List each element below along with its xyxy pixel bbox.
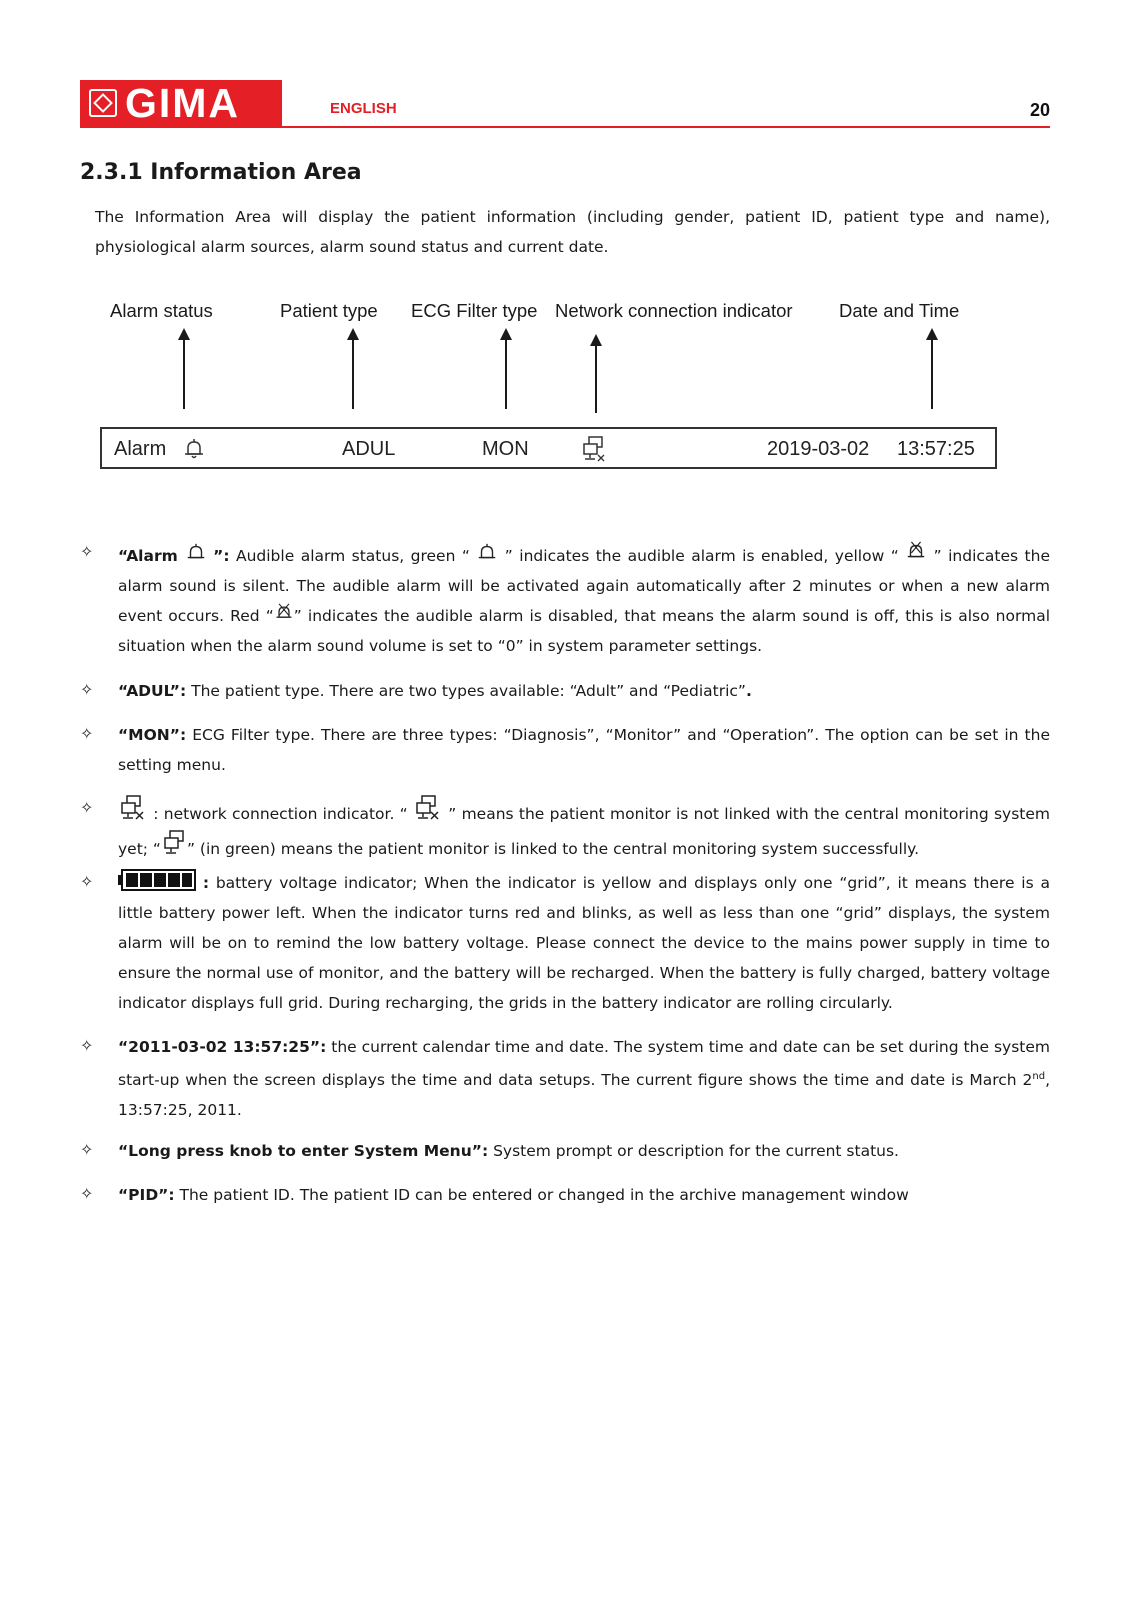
bullet-icon: ✧ bbox=[80, 1036, 94, 1055]
list-item-system-prompt: “Long press knob to enter System Menu”: System prompt or description for the current status. bbox=[118, 1142, 899, 1160]
network-connected-icon bbox=[161, 829, 187, 857]
list-item-battery: : battery voltage indicator; When the indicator is yellow and displays only one “grid”, it means there is a little battery power left. When the indicator turns red and blinks, as well as less than one “grid” displays, the system alarm will be on to remind the low battery voltage. Please connect the device to the mains power supply in time to ensure the normal use of monitor, and the battery will be recharged. When the battery is fully charged, battery voltage indicator displays full grid. During recharging, the grids in the battery indicator are rolling circularly. bbox=[118, 868, 1050, 1018]
info-area-diagram bbox=[100, 295, 1005, 475]
bullet-icon: ✧ bbox=[80, 680, 94, 699]
network-disconnected-icon bbox=[413, 794, 443, 822]
bullet-icon: ✧ bbox=[80, 724, 94, 743]
info-area-bar bbox=[100, 427, 997, 469]
arrow-alarm-status bbox=[183, 339, 185, 409]
section-title: 2.3.1 Information Area bbox=[80, 160, 362, 185]
bell-icon bbox=[182, 437, 206, 461]
list-item-adul: “ADUL”: The patient type. There are two types available: “Adult” and “Pediatric”. bbox=[118, 682, 752, 700]
bell-icon bbox=[185, 542, 207, 564]
bell-disabled-icon bbox=[274, 602, 294, 624]
screen-alarm-text: Alarm bbox=[114, 438, 167, 460]
list-item-alarm: “Alarm ”: Audible alarm status, green “ ” indicates the audible alarm is enabled, yellow “ ” indicates the alarm sound is silent. The audible alarm will be activated again automatically after 2 minutes or when a new alarm event occurs. Red “ ” indicates the audible alarm is disabled, that means the alarm sound is off, this is also normal situation when the alarm sound volume is set to “0” in system parameter settings. bbox=[118, 540, 1050, 661]
screen-date: 2019-03-02 bbox=[767, 438, 870, 460]
bullet-icon: ✧ bbox=[80, 798, 94, 817]
page-header bbox=[80, 80, 1050, 128]
list-item-datetime: “2011-03-02 13:57:25”: the current calendar time and date. The system time and date can be set during the system start-up when the screen displays the time and data setups. The current figure shows the time and date is March 2nd, 13:57:25, 2011. bbox=[118, 1038, 1050, 1120]
label-date-time: Date and Time bbox=[839, 300, 960, 321]
label-network-indicator: Network connection indicator bbox=[555, 300, 793, 321]
language-label: ENGLISH bbox=[330, 100, 397, 117]
bell-enabled-icon bbox=[476, 542, 498, 564]
screen-filter-type: MON bbox=[482, 438, 529, 460]
arrow-network bbox=[595, 345, 597, 413]
gima-emblem-icon bbox=[89, 89, 117, 117]
section-intro: The Information Area will display the patient information (including gender, patient ID, patient type and name), physiological alarm sources, alarm sound status and current date. bbox=[95, 208, 1050, 256]
list-item-mon: “MON”: ECG Filter type. There are three types: “Diagnosis”, “Monitor” and “Operation”. The option can be set in the setting menu. bbox=[118, 726, 1050, 774]
header-divider bbox=[80, 126, 1050, 128]
label-alarm-status: Alarm status bbox=[110, 300, 213, 321]
list-item-pid: “PID”: The patient ID. The patient ID can be entered or changed in the archive management window bbox=[118, 1186, 909, 1204]
screen-patient-type: ADUL bbox=[342, 438, 396, 460]
page-number: 20 bbox=[1029, 100, 1050, 120]
network-icon bbox=[582, 435, 608, 463]
logo-text: GIMA bbox=[125, 80, 241, 126]
bell-silenced-icon bbox=[905, 540, 927, 564]
battery-full-icon bbox=[118, 869, 196, 891]
screen-time: 13:57:25 bbox=[897, 438, 975, 460]
bullet-icon: ✧ bbox=[80, 542, 94, 561]
network-disconnected-icon bbox=[118, 794, 148, 822]
arrow-patient-type bbox=[352, 339, 354, 409]
gima-logo bbox=[80, 80, 282, 126]
label-patient-type: Patient type bbox=[280, 300, 378, 321]
arrow-date-time bbox=[931, 339, 933, 409]
bullet-icon: ✧ bbox=[80, 872, 94, 891]
bullet-icon: ✧ bbox=[80, 1184, 94, 1203]
bullet-icon: ✧ bbox=[80, 1140, 94, 1159]
label-ecg-filter-type: ECG Filter type bbox=[411, 300, 538, 321]
list-item-network: : network connection indicator. “ ” means the patient monitor is not linked with the central monitoring system yet; “ ” (in green) means the patient monitor is linked to the central monitoring system successfully. bbox=[118, 794, 1050, 864]
arrow-ecg-filter bbox=[505, 339, 507, 409]
